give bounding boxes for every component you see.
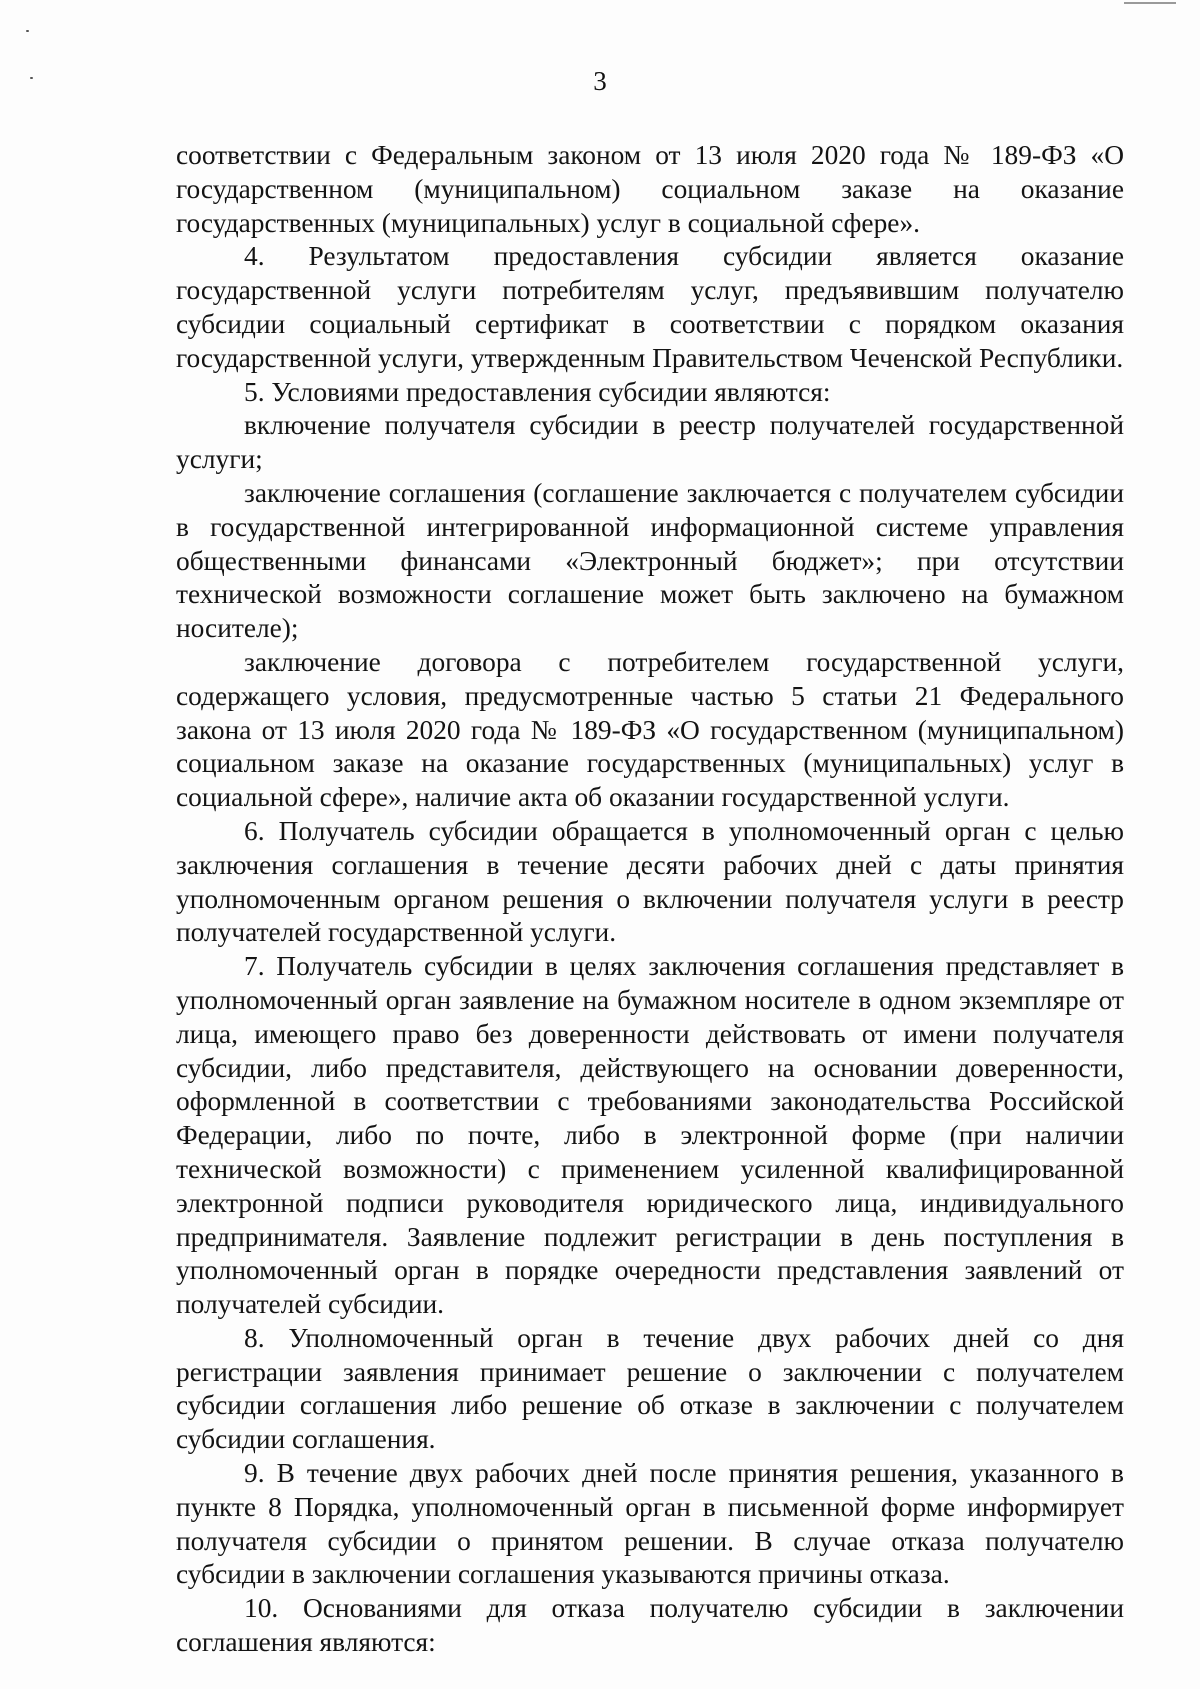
page-number: 3 xyxy=(593,66,607,96)
paragraph-item-5: 5. Условиями предоставления субсидии являются: xyxy=(244,376,831,407)
paragraph-condition-agreement: заключение соглашения (соглашение заключается с получателем субсидии в государственной интегрированной информационной системе управления общественными финансами «Электронный бюджет»; при отсутствии технической возможности соглашение может быть заключено на бумажном носителе); xyxy=(176,477,1124,644)
paragraph-item-7: 7. Получатель субсидии в целях заключения соглашения представляет в уполномоченный орган заявление на бумажном носителе в одном экземпляре от лица, имеющего право без доверенности действовать от имени получателя субсидии, либо представителя, действующего на основании доверенности, оформленной в соответствии с требованиями законодательства Российской Федерации, либо по почте, либо в электронной форме (при наличии технической возможности) с применением усиленной квалифицированной электронной подписи руководителя юридического лица, индивидуального предпринимателя. Заявление подлежит регистрации в день поступления в уполномоченный орган в порядке очередности представления заявлений от получателей субсидии. xyxy=(176,951,1124,1320)
paragraph-condition-contract: заключение договора с потребителем государственной услуги, содержащего условия, предусмотренные частью 5 статьи 21 Федерального закона от 13 июля 2020 года № 189-ФЗ «О государственном (муниципальном) социальном заказе на оказание государственных (муниципальных) услуг в социальной сфере», наличие акта об оказании государственной услуги. xyxy=(176,646,1124,813)
paragraph-condition-registry: включение получателя субсидии в реестр получателей государственной услуги; xyxy=(176,410,1124,475)
paragraph-item-4: 4. Результатом предоставления субсидии является оказание государственной услуги потребителям услуг, предъявившим получателю субсидии социальный сертификат в соответствии с порядком оказания государственной услуги, утвержденным Правительством Чеченской Республики. xyxy=(176,241,1124,373)
scan-edge-mark xyxy=(1124,2,1176,4)
scan-speck xyxy=(26,30,29,32)
paragraph-continuation: соответствии с Федеральным законом от 13 июля 2020 года № 189-ФЗ «О государственном (муниципальном) социальном заказе на оказание государственных (муниципальных) услуг в социальной сфере». xyxy=(176,140,1124,238)
paragraph-item-8: 8. Уполномоченный орган в течение двух рабочих дней со дня регистрации заявления принимает решение о заключении с получателем субсидии соглашения либо решение об отказе в заключении с получателем субсидии соглашения. xyxy=(176,1322,1124,1455)
paragraph-item-6: 6. Получатель субсидии обращается в уполномоченный орган с целью заключения соглашения в течение десяти рабочих дней с даты принятия уполномоченным органом решения о включении получателя услуги в реестр получателей государственной услуги. xyxy=(176,815,1124,948)
paragraph-item-10: 10. Основаниями для отказа получателю субсидии в заключении соглашения являются: xyxy=(176,1593,1124,1658)
document-body xyxy=(176,139,1124,1660)
paragraph-item-9: 9. В течение двух рабочих дней после принятия решения, указанного в пункте 8 Порядка, уполномоченный орган в письменной форме информирует получателя субсидии о принятом решении. В случае отказа получателю субсидии в заключении соглашения указываются причины отказа. xyxy=(176,1458,1124,1590)
